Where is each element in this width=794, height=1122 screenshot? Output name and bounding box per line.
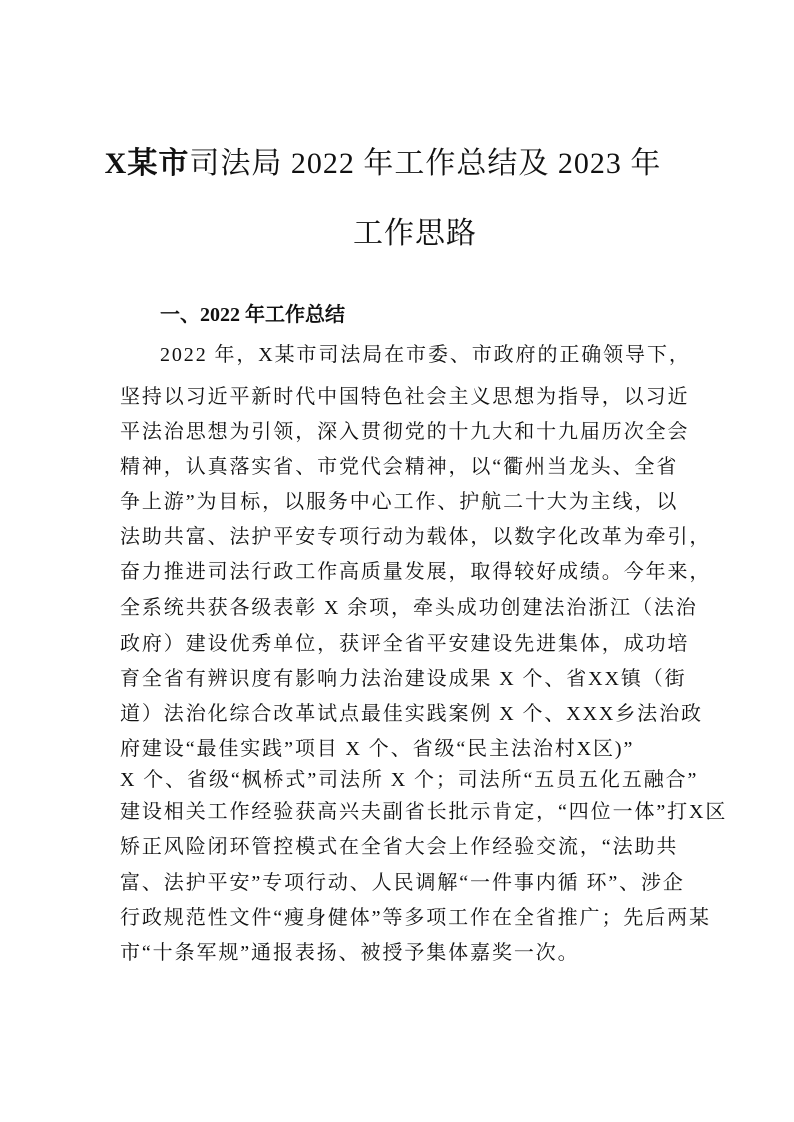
paragraph-line: 平法治思想为引领，深入贯彻党的十九大和十九届历次全会 bbox=[120, 421, 690, 443]
paragraph-line: 2022 年，X某市司法局在市委、市政府的正确领导下， bbox=[160, 344, 691, 366]
document-title-line-1 bbox=[0, 138, 780, 182]
paragraph-line: 全系统共获各级表彰 X 余项，牵头成功创建法治浙江（法治 bbox=[120, 597, 698, 619]
document-title-line-2: 工作思路 bbox=[353, 217, 477, 250]
paragraph-line: 府建设“最佳实践”项目 X 个、省级“民主法治村X区)” bbox=[120, 738, 635, 760]
paragraph-line: 市“十条军规”通报表扬、被授予集体嘉奖一次。 bbox=[120, 942, 580, 964]
paragraph-line: 精神，认真落实省、市党代会精神，以“衢州当龙头、全省 bbox=[120, 456, 679, 478]
section-heading: 一、2022 年工作总结 bbox=[160, 304, 345, 326]
paragraph-line: 坚持以习近平新时代中国特色社会主义思想为指导，以习近 bbox=[120, 386, 690, 408]
paragraph-line: 争上游”为目标，以服务中心工作、护航二十大为主线，以 bbox=[120, 491, 679, 513]
paragraph-line: 育全省有辨识度有影响力法治建设成果 X 个、省XX镇（街 bbox=[120, 668, 687, 690]
paragraph-line: 奋力推进司法行政工作高质量发展，取得较好成绩。今年来， bbox=[120, 561, 712, 583]
paragraph-line: 富、法护平安”专项行动、人民调解“一件事内循 环”、涉企 bbox=[120, 872, 685, 894]
paragraph-line: 政府）建设优秀单位，获评全省平安建设先进集体，成功培 bbox=[120, 633, 690, 655]
paragraph-line: X 个、省级“枫桥式”司法所 X 个；司法所“五员五化五融合” bbox=[120, 769, 699, 791]
paragraph-line: 法助共富、法护平安专项行动为载体，以数字化改革为牵引， bbox=[120, 526, 712, 548]
title-rest: 司法局 2022 年工作总结及 2023 年 bbox=[189, 147, 662, 180]
title-city: X某市 bbox=[104, 147, 190, 180]
paragraph-line: 道）法治化综合改革试点最佳实践案例 X 个、XXX乡法治政 bbox=[120, 703, 703, 725]
paragraph-line: 矫正风险闭环管控模式在全省大会上作经验交流，“法助共 bbox=[120, 836, 679, 858]
paragraph-line: 建设相关工作经验获高兴夫副省长批示肯定，“四位一体”打X区 bbox=[120, 801, 728, 823]
paragraph-line: 行政规范性文件“瘦身健体”等多项工作在全省推广；先后两某 bbox=[120, 907, 711, 929]
